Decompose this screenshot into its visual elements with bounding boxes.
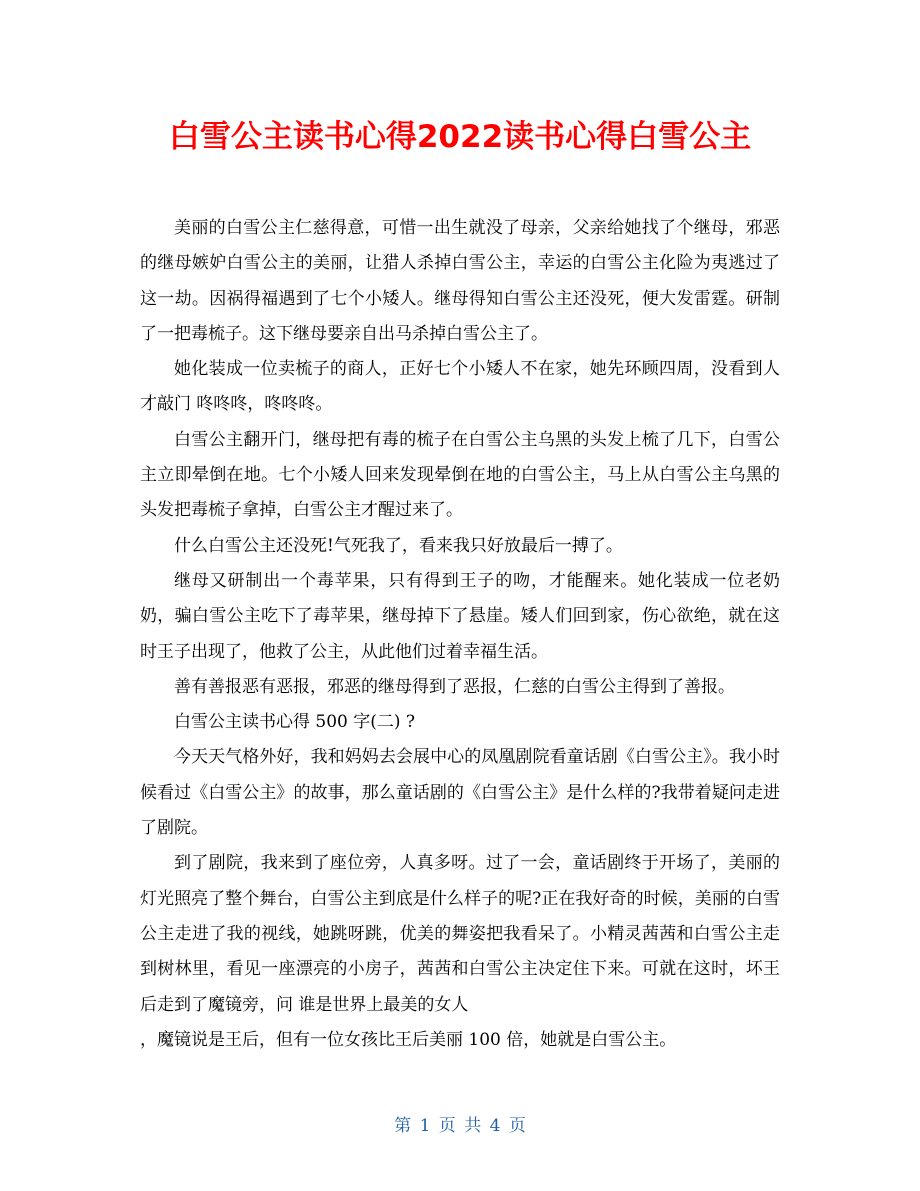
paragraph: 白雪公主翻开门，继母把有毒的梳子在白雪公主乌黑的头发上梳了几下，白雪公主立即晕倒在地。七个小矮人回来发现晕倒在地的白雪公主，马上从白雪公主乌黑的头发把毒梳子拿掉，白雪公主才醒过来了。: [140, 429, 780, 521]
paragraph: 美丽的白雪公主仁慈得意，可惜一出生就没了母亲，父亲给她找了个继母，邪恶的继母嫉妒白雪公主的美丽，让猎人杀掉白雪公主，幸运的白雪公主化险为夷逃过了这一劫。因祸得福遇到了七个小矮人。继母得知白雪公主还没死，便大发雷霆。研制了一把毒梳子。这下继母要亲自出马杀掉白雪公主了。: [140, 218, 780, 344]
paragraph: 善有善报恶有恶报，邪恶的继母得到了恶报，仁慈的白雪公主得到了善报。: [174, 676, 735, 697]
document-title: 白雪公主读书心得2022读书心得白雪公主: [168, 119, 752, 155]
section-heading: 白雪公主读书心得 500 字(二) ?: [174, 712, 416, 733]
paragraph-continuation: ，魔镜说是王后，但有一位女孩比王后美丽 100 倍，她就是白雪公主。: [140, 1029, 677, 1050]
paragraph: 继母又研制出一个毒苹果，只有得到王子的吻，才能醒来。她化装成一位老奶奶，骗白雪公主吃下了毒苹果，继母掉下了悬崖。矮人们回到家，伤心欲绝，就在这时王子出现了，他救了公主，从此他们过着幸福生活。: [140, 570, 780, 662]
paragraph: 到了剧院，我来到了座位旁，人真多呀。过了一会，童话剧终于开场了，美丽的灯光照亮了整个舞台，白雪公主到底是什么样子的呢?正在我好奇的时候，美丽的白雪公主走进了我的视线，她跳呀跳，优美的舞姿把我看呆了。小精灵茜茜和白雪公主走到树林里，看见一座漂亮的小房子，茜茜和白雪公主决定住下来。可就在这时，坏王后走到了魔镜旁，问 谁是世界上最美的女人: [140, 853, 780, 1015]
paragraph: 什么白雪公主还没死!气死我了，看来我只好放最后一搏了。: [174, 535, 623, 556]
page-number-footer: 第 1 页 共 4 页: [394, 1116, 526, 1136]
paragraph: 今天天气格外好，我和妈妈去会展中心的凤凰剧院看童话剧《白雪公主》。我小时候看过《白雪公主》的故事，那么童话剧的《白雪公主》是什么样的?我带着疑问走进了剧院。: [140, 747, 780, 839]
paragraph: 她化装成一位卖梳子的商人，正好七个小矮人不在家，她先环顾四周，没看到人才敲门 咚咚咚，咚咚咚。: [140, 359, 780, 415]
document-body: [140, 211, 780, 1058]
